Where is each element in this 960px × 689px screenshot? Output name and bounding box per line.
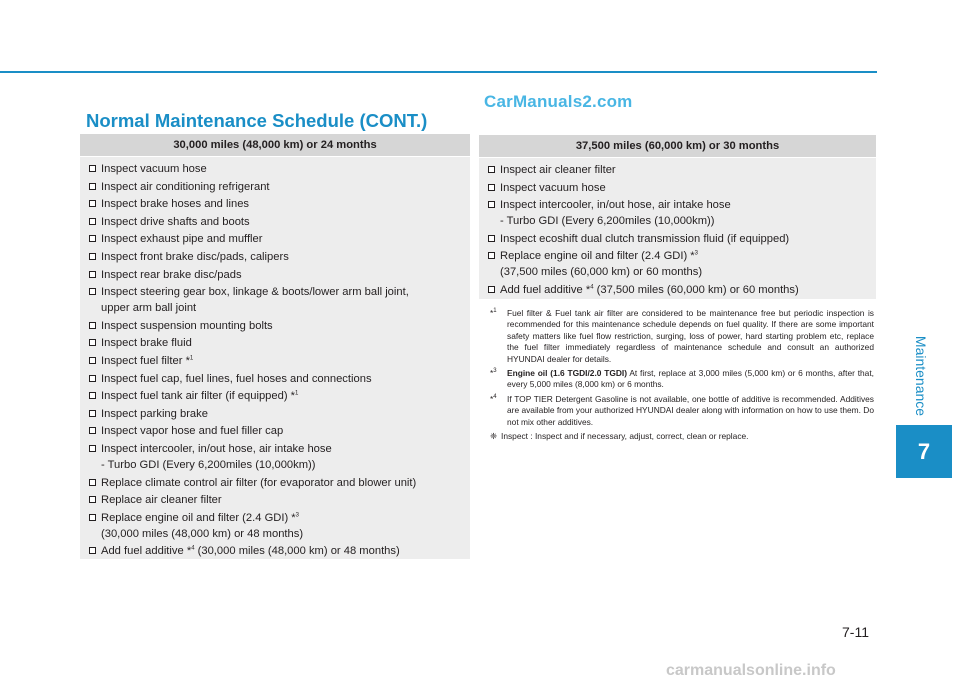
item-text — [101, 423, 462, 439]
checkbox-icon — [89, 479, 96, 486]
footnote-number: 4 — [493, 394, 497, 401]
footnote-ref: 3 — [295, 511, 299, 518]
chapter-tab-number: 7 — [896, 425, 952, 478]
schedule-37500 — [479, 135, 876, 299]
checkbox-icon — [488, 201, 495, 208]
footnotes — [490, 308, 874, 442]
item-text — [101, 510, 462, 542]
checklist-item — [88, 214, 462, 230]
item-detail: - Turbo GDI (Every 6,200miles (10,000km)) — [500, 215, 715, 228]
checkbox-icon — [89, 218, 96, 225]
checklist-item — [88, 543, 462, 559]
checkbox-icon — [488, 235, 495, 242]
page-title: Normal Maintenance Schedule (CONT.) — [86, 110, 428, 131]
footnote-mark — [490, 308, 507, 365]
footnote-mark — [490, 394, 507, 428]
item-label: Inspect drive shafts and boots — [101, 215, 250, 228]
item-text — [500, 180, 868, 196]
item-label: Inspect exhaust pipe and muffler — [101, 233, 263, 246]
item-text — [101, 318, 462, 334]
footnote-text — [507, 308, 874, 365]
footnote-text — [507, 368, 874, 391]
item-detail: (30,000 miles (48,000 km) or 48 months) — [101, 527, 304, 540]
footnote-number: 3 — [493, 368, 497, 375]
item-text — [101, 249, 462, 265]
chapter-tab-label — [890, 336, 952, 416]
item-interval: (37,500 miles (60,000 km) or 60 months) — [593, 283, 799, 296]
footnote — [490, 308, 874, 365]
footnote-ref: 4 — [191, 545, 195, 552]
item-label: Inspect fuel filter * — [101, 354, 190, 367]
item-text — [101, 179, 462, 195]
item-label: Replace engine oil and filter (2.4 GDI) * — [101, 511, 296, 524]
checklist-item — [487, 282, 868, 298]
item-label: Replace air cleaner filter — [101, 494, 222, 507]
checklist-item — [88, 492, 462, 508]
checklist-item — [88, 371, 462, 387]
checklist-item — [487, 231, 868, 247]
checkbox-icon — [89, 392, 96, 399]
checkbox-icon — [89, 357, 96, 364]
footnote — [490, 368, 874, 391]
item-text — [101, 492, 462, 508]
item-label: Inspect intercooler, in/out hose, air intake hose — [500, 199, 731, 212]
item-label: Inspect fuel cap, fuel lines, fuel hoses and connections — [101, 372, 372, 385]
checkbox-icon — [89, 547, 96, 554]
item-text — [101, 231, 462, 247]
item-interval: (30,000 miles (48,000 km) or 48 months) — [194, 545, 400, 558]
footnote-body: At first, replace at 3,000 miles (5,000 km) or 6 months, after that, every 5,000 miles (8,000 km) or 6 months. — [507, 368, 874, 390]
checklist-item — [88, 510, 462, 542]
checkbox-icon — [89, 427, 96, 434]
item-text — [500, 248, 868, 280]
schedule-header: 30,000 miles (48,000 km) or 24 months — [80, 134, 470, 157]
item-label: Inspect rear brake disc/pads — [101, 268, 242, 281]
checkbox-icon — [89, 271, 96, 278]
footnote-ref: 1 — [189, 355, 194, 362]
item-label: Inspect air cleaner filter — [500, 164, 616, 176]
item-text — [101, 441, 462, 473]
item-text — [101, 267, 462, 283]
schedule-items — [80, 157, 470, 559]
checklist-item — [487, 197, 868, 229]
checkbox-icon — [89, 165, 96, 172]
checkbox-icon — [488, 184, 495, 191]
page-number: 7-11 — [842, 624, 869, 640]
footnote-text — [507, 394, 874, 428]
footnote-ref: 1 — [295, 390, 299, 397]
footnote — [490, 394, 874, 428]
checkbox-icon — [488, 286, 495, 293]
checkbox-icon — [89, 445, 96, 452]
item-detail: upper arm ball joint — [101, 302, 197, 315]
item-label: Inspect ecoshift dual clutch transmission fluid (if equipped) — [500, 232, 790, 245]
item-detail: (37,500 miles (60,000 km) or 60 months) — [500, 266, 703, 279]
item-label: Add fuel additive * — [500, 283, 591, 296]
item-text — [500, 231, 868, 247]
watermark-top[interactable]: CarManuals2.com — [484, 92, 633, 111]
checkbox-icon — [488, 252, 495, 259]
footnote-star: * — [490, 308, 494, 318]
item-label: Inspect vacuum hose — [500, 181, 606, 194]
schedule-30000 — [80, 134, 470, 559]
item-text — [101, 388, 462, 404]
checkbox-icon — [89, 339, 96, 346]
checklist-item — [487, 162, 868, 178]
footnote-star: * — [490, 393, 494, 404]
checklist-item — [88, 318, 462, 334]
checkbox-icon — [89, 322, 96, 329]
item-label: Inspect fuel tank air filter (if equipped) * — [101, 390, 296, 403]
item-text — [101, 196, 462, 212]
footnote-ref: 3 — [694, 250, 698, 257]
item-text — [101, 161, 462, 177]
item-label: Replace climate control air filter (for evaporator and blower unit) — [101, 476, 417, 489]
inspect-legend — [490, 431, 874, 442]
checklist-item — [88, 406, 462, 422]
checkbox-icon — [89, 514, 96, 521]
checkbox-icon — [89, 496, 96, 503]
item-detail: - Turbo GDI (Every 6,200miles (10,000km)) — [101, 458, 316, 471]
item-label: Inspect vacuum hose — [101, 163, 207, 175]
footnote-list — [490, 308, 874, 428]
item-text — [500, 282, 868, 298]
checkbox-icon — [89, 235, 96, 242]
item-text — [101, 284, 462, 316]
item-label: Replace engine oil and filter (2.4 GDI) * — [500, 250, 695, 263]
checkbox-icon — [89, 253, 96, 260]
checklist-item — [88, 353, 462, 369]
item-text — [101, 335, 462, 351]
footnote-body: If TOP TIER Detergent Gasoline is not available, one bottle of additive is recommended. Additives are available from your authorized HYUNDAI dealer along with information on how to use them. Do not mix other additives. — [507, 393, 874, 427]
checklist-item — [88, 267, 462, 283]
checklist-item — [88, 423, 462, 439]
checklist-item — [88, 179, 462, 195]
footnote-number: 1 — [493, 308, 497, 315]
item-label: Inspect vapor hose and fuel filler cap — [101, 425, 284, 438]
item-text — [101, 543, 462, 559]
checklist-item — [88, 441, 462, 473]
checkbox-icon — [89, 200, 96, 207]
item-label: Inspect front brake disc/pads, calipers — [101, 250, 289, 263]
item-text — [101, 214, 462, 230]
checkbox-icon — [488, 166, 495, 173]
legend-text: Inspect : Inspect and if necessary, adjust, correct, clean or replace. — [501, 431, 749, 442]
checklist-item — [487, 180, 868, 196]
footnote-ref: 4 — [590, 284, 594, 291]
item-text — [101, 353, 462, 369]
footnote-mark — [490, 368, 507, 391]
legend-symbol-icon: ❈ — [490, 431, 498, 442]
checklist-item — [88, 249, 462, 265]
item-text — [101, 371, 462, 387]
item-label: Inspect suspension mounting bolts — [101, 319, 273, 332]
checkbox-icon — [89, 183, 96, 190]
item-text — [500, 162, 868, 178]
checkbox-icon — [89, 288, 96, 295]
item-label: Inspect parking brake — [101, 407, 208, 420]
checklist-item — [88, 284, 462, 316]
checkbox-icon — [89, 410, 96, 417]
item-text — [101, 406, 462, 422]
item-text — [500, 197, 868, 229]
checklist-item — [88, 196, 462, 212]
checklist-item — [88, 388, 462, 404]
item-label: Add fuel additive * — [101, 545, 192, 558]
watermark-bottom[interactable]: carmanualsonline.info — [666, 662, 836, 679]
checklist-item — [88, 231, 462, 247]
top-rule — [0, 71, 877, 73]
item-label: Inspect air conditioning refrigerant — [101, 180, 270, 193]
item-label: Inspect brake fluid — [101, 337, 192, 350]
item-label: Inspect steering gear box, linkage & boots/lower arm ball joint, — [101, 286, 409, 299]
schedule-items — [479, 158, 876, 298]
checklist-item — [88, 161, 462, 177]
item-text — [101, 475, 462, 491]
footnote-heading: Engine oil (1.6 TGDI/2.0 TGDI) — [507, 368, 627, 379]
schedule-header: 37,500 miles (60,000 km) or 30 months — [479, 135, 876, 158]
checkbox-icon — [89, 375, 96, 382]
checklist-item — [487, 248, 868, 280]
checklist-item — [88, 335, 462, 351]
item-label: Inspect brake hoses and lines — [101, 198, 250, 211]
footnote-star: * — [490, 368, 494, 379]
chapter-label: Maintenance — [913, 335, 930, 417]
item-label: Inspect intercooler, in/out hose, air intake hose — [101, 442, 332, 455]
footnote-body: Fuel filter & Fuel tank air filter are considered to be maintenance free but periodic inspection is recommended for this maintenance schedule depends on fuel quality. If there are some important safety matters like fuel flow restriction, surging, loss of power, hard starting problem etc, replace the fuel filter immediately regardless of maintenance schedule and consult an authorized HYUNDAI dealer for details. — [507, 308, 874, 364]
checklist-item — [88, 475, 462, 491]
